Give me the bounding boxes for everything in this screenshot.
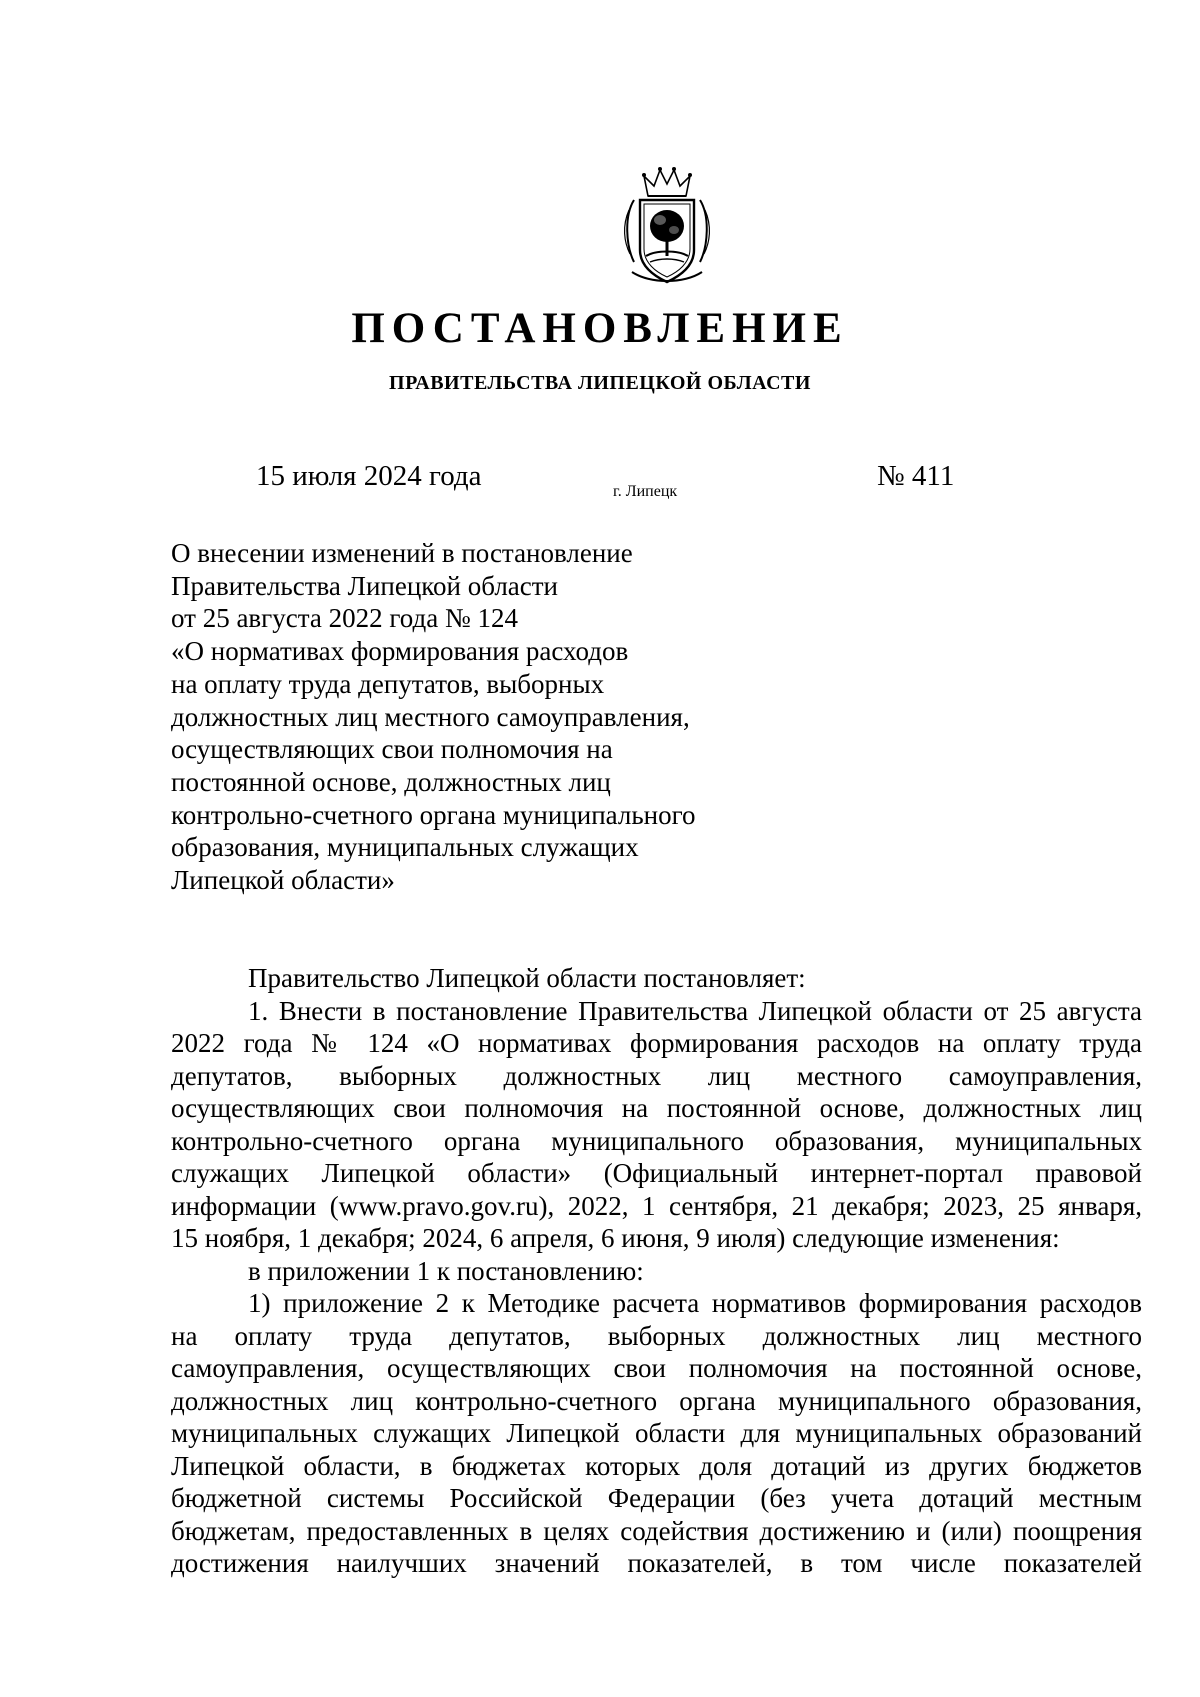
document-number: № 411 bbox=[877, 460, 955, 492]
document-city: г. Липецк bbox=[613, 483, 678, 500]
subject-line: образования, муниципальных служащих bbox=[171, 832, 639, 863]
subitem1-line: Липецкой области, в бюджетах которых доля дотаций из других бюджетов bbox=[171, 1450, 1142, 1481]
coat-of-arms-icon bbox=[620, 166, 714, 288]
subject-line: должностных лиц местного самоуправления, bbox=[171, 701, 690, 732]
document-subtitle: ПРАВИТЕЛЬСТВА ЛИПЕЦКОЙ ОБЛАСТИ bbox=[389, 372, 811, 394]
item1-line: осуществляющих свои полномочия на постоянной основе, должностных лиц bbox=[171, 1093, 1142, 1123]
subject-line: от 25 августа 2022 года № 124 bbox=[171, 603, 518, 634]
subitem1-line: бюджетной системы Российской Федерации (без учета дотаций местным bbox=[171, 1483, 1142, 1513]
subject-line: постоянной основе, должностных лиц bbox=[171, 766, 611, 797]
item1-line: информации (www.pravo.gov.ru), 2022, 1 сентября, 21 декабря; 2023, 25 января, bbox=[171, 1190, 1142, 1221]
subject-line: на оплату труда депутатов, выборных bbox=[171, 668, 605, 699]
document-subject bbox=[171, 537, 791, 897]
item1-line: служащих Липецкой области» (Официальный интернет-портал правовой bbox=[171, 1158, 1142, 1188]
subitem1-line: самоуправления, осуществляющих свои полномочия на постоянной основе, bbox=[171, 1353, 1142, 1383]
subject-line: О внесении изменений в постановление bbox=[171, 538, 633, 568]
item1-line: депутатов, выборных должностных лиц местного самоуправления, bbox=[171, 1060, 1142, 1091]
subject-line: Правительства Липецкой области bbox=[171, 570, 559, 601]
preamble-paragraph: Правительство Липецкой области постановляет: bbox=[248, 963, 806, 993]
subitem1-line: на оплату труда депутатов, выборных должностных лиц местного bbox=[171, 1320, 1142, 1351]
subject-line: контрольно-счетного органа муниципального bbox=[171, 799, 696, 830]
subject-line: Липецкой области» bbox=[171, 865, 395, 896]
item1-line: 1. Внести в постановление Правительства Липецкой области от 25 августа bbox=[248, 995, 1142, 1026]
subitem1-line: 1) приложение 2 к Методике расчета нормативов формирования расходов bbox=[248, 1288, 1142, 1318]
subitem1-line: муниципальных служащих Липецкой области для муниципальных образований bbox=[171, 1418, 1142, 1448]
item1-line: 2022 года № 124 «О нормативах формирования расходов на оплату труда bbox=[171, 1028, 1142, 1058]
annex-line: в приложении 1 к постановлению: bbox=[248, 1255, 644, 1286]
subject-line: осуществляющих свои полномочия на bbox=[171, 734, 613, 765]
subitem1-line: достижения наилучших значений показателей, в том числе показателей bbox=[171, 1548, 1142, 1578]
item1-line: 15 ноября, 1 декабря; 2024, 6 апреля, 6 июня, 9 июля) следующие изменения: bbox=[171, 1223, 1060, 1253]
subject-line: «О нормативах формирования расходов bbox=[171, 636, 629, 667]
document-body bbox=[171, 962, 1142, 1580]
document-date: 15 июля 2024 года bbox=[256, 460, 482, 492]
document-title: ПОСТАНОВЛЕНИЕ bbox=[351, 305, 849, 352]
subitem1-line: бюджетам, предоставленных в целях содействия достижению и (или) поощрения bbox=[171, 1515, 1142, 1546]
item1-line: контрольно-счетного органа муниципального образования, муниципальных bbox=[171, 1125, 1142, 1156]
subitem1-line: должностных лиц контрольно-счетного органа муниципального образования, bbox=[171, 1385, 1142, 1416]
